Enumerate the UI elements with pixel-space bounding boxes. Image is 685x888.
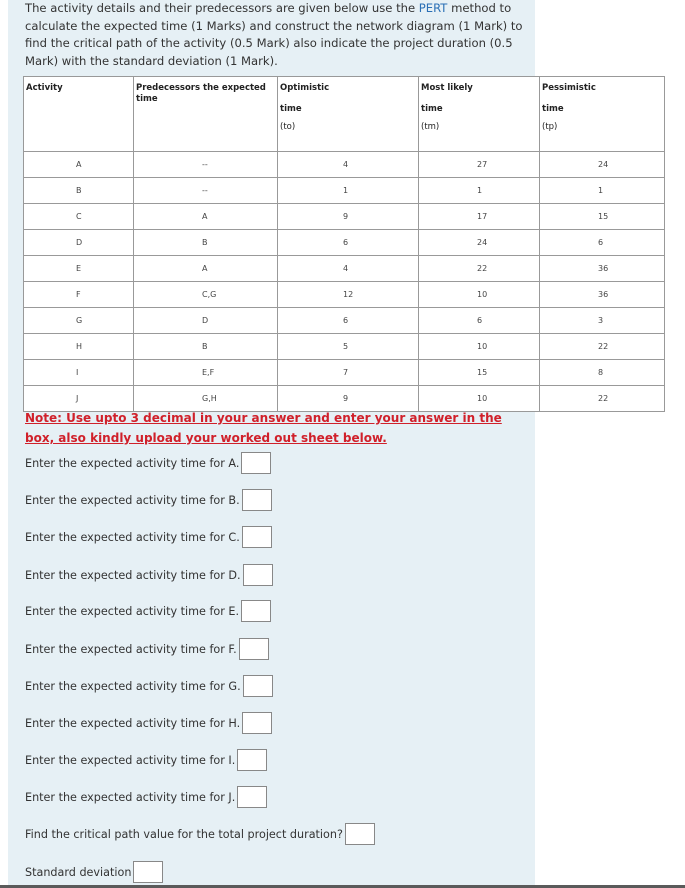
table-row — [24, 282, 665, 308]
cell-most-likely: 27 — [419, 152, 540, 178]
note-text: Note: Use upto 3 decimal in your answer and enter your answer in the box, also kindly upload your worked out sheet below. — [25, 411, 502, 445]
cell-pessimistic: 24 — [540, 152, 665, 178]
intro-text-2: method to calculate the expected time (1 Marks) and construct the network diagram (1 Mark) to find the critical path of the activity (0.5 Mark) also indicate the project duration (0.5 Mark) with the standard deviation (1 Mark). — [25, 1, 523, 69]
answer-input-c[interactable] — [242, 526, 272, 548]
question-b-label: Enter the expected activity time for B. — [25, 493, 240, 507]
table-row — [24, 334, 665, 360]
intro-text-1: The activity details and their predecessors are given below use the — [25, 1, 419, 15]
cell-pessimistic: 15 — [540, 204, 665, 230]
cell-predecessor: -- — [134, 152, 278, 178]
cell-pessimistic: 36 — [540, 256, 665, 282]
cell-activity: I — [24, 360, 134, 386]
cell-activity: H — [24, 334, 134, 360]
header-most-likely: Most likely time (tm) — [419, 77, 540, 152]
cell-activity: D — [24, 230, 134, 256]
cell-predecessor: A — [134, 204, 278, 230]
answer-input-j[interactable] — [237, 786, 267, 808]
cell-predecessor: -- — [134, 178, 278, 204]
cell-predecessor: A — [134, 256, 278, 282]
answer-input-h[interactable] — [242, 712, 272, 734]
cell-optimistic: 4 — [278, 256, 419, 282]
cell-activity: C — [24, 204, 134, 230]
cell-activity: A — [24, 152, 134, 178]
cell-optimistic: 12 — [278, 282, 419, 308]
question-a-label: Enter the expected activity time for A. — [25, 456, 240, 470]
cell-activity: B — [24, 178, 134, 204]
table-row — [24, 152, 665, 178]
cell-most-likely: 24 — [419, 230, 540, 256]
cell-pessimistic: 36 — [540, 282, 665, 308]
cell-optimistic: 9 — [278, 204, 419, 230]
cell-most-likely: 22 — [419, 256, 540, 282]
cell-predecessor: E,F — [134, 360, 278, 386]
answer-input-d[interactable] — [243, 564, 273, 586]
cell-activity: F — [24, 282, 134, 308]
answer-input-a[interactable] — [241, 452, 271, 474]
cell-most-likely: 1 — [419, 178, 540, 204]
cell-pessimistic: 8 — [540, 360, 665, 386]
answer-input-f[interactable] — [239, 638, 269, 660]
table-row — [24, 230, 665, 256]
answer-input-i[interactable] — [237, 749, 267, 771]
cell-activity: J — [24, 386, 134, 412]
cell-pessimistic: 1 — [540, 178, 665, 204]
cell-predecessor: G,H — [134, 386, 278, 412]
critical-path-label: Find the critical path value for the total project duration? — [25, 827, 343, 841]
table-row — [24, 360, 665, 386]
question-d-label: Enter the expected activity time for D. — [25, 568, 241, 582]
cell-activity: E — [24, 256, 134, 282]
cell-optimistic: 4 — [278, 152, 419, 178]
cell-pessimistic: 6 — [540, 230, 665, 256]
question-j — [25, 786, 267, 808]
header-predecessors: Predecessors the expected time — [134, 77, 278, 152]
cell-most-likely: 10 — [419, 386, 540, 412]
cell-optimistic: 7 — [278, 360, 419, 386]
question-e-label: Enter the expected activity time for E. — [25, 604, 240, 618]
pert-term: PERT — [418, 1, 448, 15]
question-standard-deviation — [25, 861, 163, 883]
question-critical-path — [25, 823, 375, 845]
header-pessimistic: Pessimistic time (tp) — [540, 77, 665, 152]
question-c — [25, 526, 272, 548]
cell-most-likely: 15 — [419, 360, 540, 386]
table-row — [24, 308, 665, 334]
question-intro — [25, 0, 525, 71]
cell-pessimistic: 22 — [540, 334, 665, 360]
header-optimistic: Optimistic time (to) — [278, 77, 419, 152]
header-activity: Activity — [24, 77, 134, 152]
cell-optimistic: 5 — [278, 334, 419, 360]
cell-most-likely: 17 — [419, 204, 540, 230]
table-row — [24, 178, 665, 204]
cell-most-likely: 6 — [419, 308, 540, 334]
question-h — [25, 712, 272, 734]
question-a — [25, 452, 271, 474]
cell-optimistic: 9 — [278, 386, 419, 412]
answer-input-e[interactable] — [241, 600, 271, 622]
question-e — [25, 600, 271, 622]
cell-most-likely: 10 — [419, 282, 540, 308]
question-h-label: Enter the expected activity time for H. — [25, 716, 241, 730]
activity-table — [23, 76, 665, 412]
question-g — [25, 675, 273, 697]
question-f-label: Enter the expected activity time for F. — [25, 642, 237, 656]
cell-predecessor: C,G — [134, 282, 278, 308]
cell-optimistic: 6 — [278, 230, 419, 256]
question-c-label: Enter the expected activity time for C. — [25, 530, 240, 544]
question-b — [25, 489, 272, 511]
standard-deviation-label: Standard deviation — [25, 865, 132, 879]
answer-input-standard-deviation[interactable] — [133, 861, 163, 883]
cell-pessimistic: 3 — [540, 308, 665, 334]
question-g-label: Enter the expected activity time for G. — [25, 679, 241, 693]
cell-pessimistic: 22 — [540, 386, 665, 412]
cell-most-likely: 10 — [419, 334, 540, 360]
cell-activity: G — [24, 308, 134, 334]
question-d — [25, 564, 273, 586]
cell-predecessor: B — [134, 334, 278, 360]
question-j-label: Enter the expected activity time for J. — [25, 790, 236, 804]
cell-predecessor: D — [134, 308, 278, 334]
answer-input-critical-path[interactable] — [345, 823, 375, 845]
table-row — [24, 256, 665, 282]
answer-input-b[interactable] — [242, 489, 272, 511]
question-i-label: Enter the expected activity time for I. — [25, 753, 236, 767]
answer-input-g[interactable] — [243, 675, 273, 697]
cell-predecessor: B — [134, 230, 278, 256]
cell-optimistic: 1 — [278, 178, 419, 204]
cell-optimistic: 6 — [278, 308, 419, 334]
question-i — [25, 749, 267, 771]
question-f — [25, 638, 269, 660]
table-header-row — [24, 77, 665, 152]
table-row — [24, 204, 665, 230]
